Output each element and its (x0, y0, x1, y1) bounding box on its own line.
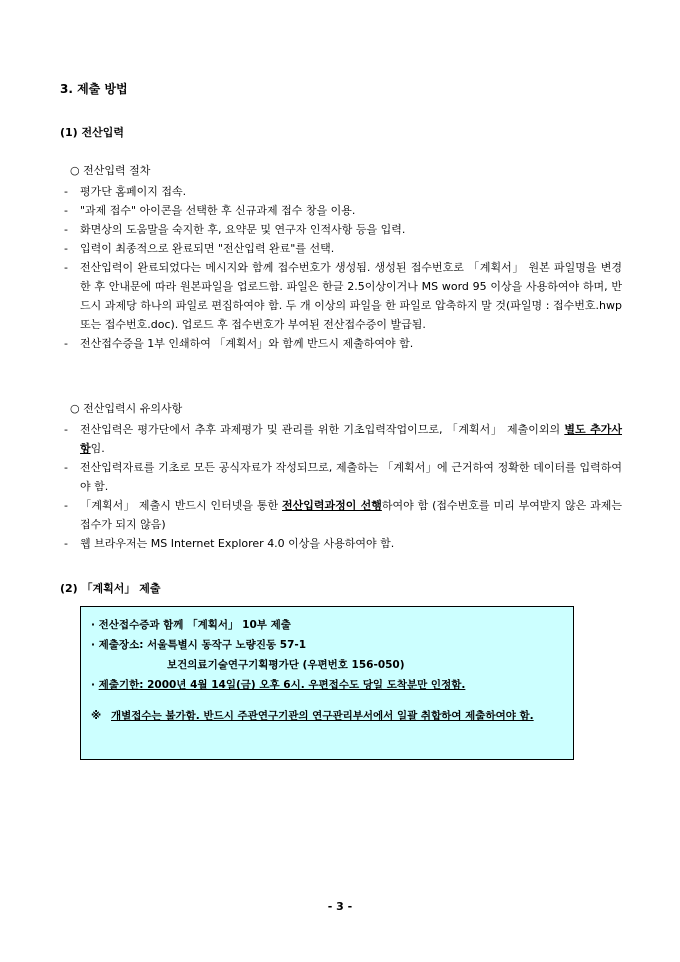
list-item: - 「계획서」 제출시 반드시 인터넷을 통한 전산입력과정이 선행하여야 함 (접수번호를 미리 부여받지 않은 과제는 접수가 되지 않음) (64, 499, 622, 531)
list-item: - 웹 브라우저는 MS Internet Explorer 4.0 이상을 사용하여야 함. (64, 537, 395, 550)
emphasis-text: 전산입력과정이 선행 (282, 499, 382, 512)
box-note: ※ 개별접수는 불가함. 반드시 주관연구기관의 연구관리부서에서 일괄 취합하여 제출하여야 함. (91, 705, 563, 727)
box-line-location: · 제출장소: 서울특별시 동작구 노량진동 57-1 (91, 639, 307, 651)
cautions-title: ○ 전산입력시 유의사항 (70, 402, 183, 415)
box-line-address: 보건의료기술연구기획평가단 (우편번호 156-050) (167, 659, 405, 671)
list-item: - 입력이 최종적으로 완료되면 "전산입력 완료"를 선택. (64, 242, 335, 255)
list-item: - 전산입력은 평가단에서 추후 과제평가 및 관리를 위한 기초입력작업이므로, 「계획서」 제출이외의 별도 추가사항임. (64, 423, 622, 455)
note-mark-icon: ※ (91, 710, 102, 722)
submission-info-box (80, 606, 574, 760)
box-line-copies: · 전산접수증과 함께 「계획서」 10부 제출 (91, 619, 291, 631)
part2-heading: (2) 「계획서」 제출 (60, 582, 161, 595)
procedure-title: ○ 전산입력 절차 (70, 164, 151, 177)
list-item: - 전산접수증을 1부 인쇄하여 「계획서」와 함께 반드시 제출하여야 함. (64, 337, 414, 350)
page-number: - 3 - (327, 900, 353, 913)
section-title: 3. 제출 방법 (60, 82, 128, 96)
part1-heading: (1) 전산입력 (60, 126, 125, 139)
list-item: - 화면상의 도움말을 숙지한 후, 요약문 및 연구자 인적사항 등을 입력. (64, 223, 406, 236)
cautions-block (60, 398, 622, 553)
list-item: - 전산입력자료를 기초로 모든 공식자료가 작성되므로, 제출하는 「계획서」에 근거하여 정확한 데이터를 입력하여야 함. (64, 461, 622, 493)
box-line-deadline: · 제출기한: 2000년 4월 14일(금) 오후 6시. 우편접수도 당일 도착분만 인정함. (91, 679, 466, 691)
procedure-block (60, 160, 622, 353)
list-item: - 전산입력이 완료되었다는 메시지와 함께 접수번호가 생성됨. 생성된 접수번호로 「계획서」 원본 파일명을 변경한 후 안내문에 따라 원본파일을 업로드함. 파일은 한글 2.5이상이거나 MS word 95 이상을 사용하여야 하며, 반드시 과제당 하나의 파일로 편집하여야 함. 두 개 이상의 파일을 한 파일로 압축하지 말 것(파일명 : 접수번호.hwp 또는 접수번호.doc). 업로드 후 접수번호가 부여된 전산접수증이 발급됨. (64, 261, 622, 331)
list-item: - 평가단 홈페이지 접속. (64, 185, 187, 198)
list-item: - "과제 접수" 아이콘을 선택한 후 신규과제 접수 창을 이용. (64, 204, 356, 217)
emphasis-text: 별도 추가사항 (80, 423, 622, 455)
